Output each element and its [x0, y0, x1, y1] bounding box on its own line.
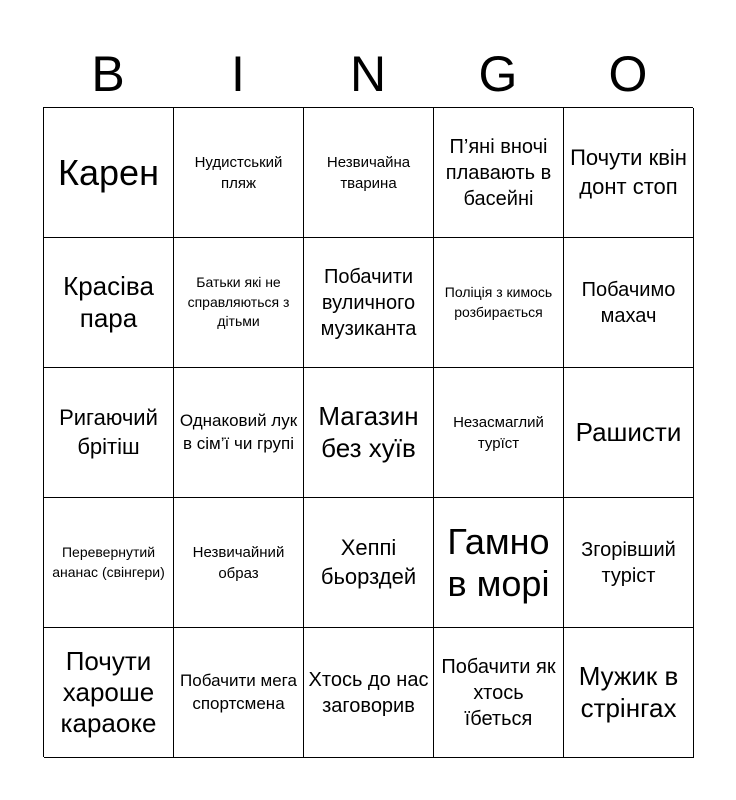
bingo-card-grid — [43, 107, 693, 757]
bingo-cell[interactable]: П’яні вночі плавають в басейні — [434, 108, 564, 238]
header-letter-g: G — [478, 46, 518, 102]
bingo-cell[interactable]: Побачити мега спортсмена — [174, 628, 304, 758]
bingo-cell[interactable]: Магазин без хуїв — [304, 368, 434, 498]
bingo-cell[interactable]: Побачити як хтось їбеться — [434, 628, 564, 758]
header-letter-o: O — [608, 46, 648, 102]
bingo-cell[interactable]: Гамно в морі — [434, 498, 564, 628]
bingo-cell[interactable]: Побачимо махач — [564, 238, 694, 368]
bingo-cell[interactable]: Ригаючий брітіш — [44, 368, 174, 498]
bingo-cell[interactable]: Поліція з кимось розбирається — [434, 238, 564, 368]
header-letter-b: B — [91, 46, 125, 102]
bingo-cell[interactable]: Почути хароше караоке — [44, 628, 174, 758]
bingo-cell[interactable]: Хтось до нас заговорив — [304, 628, 434, 758]
bingo-cell[interactable]: Карен — [44, 108, 174, 238]
header-letter-n: N — [349, 46, 387, 102]
bingo-cell[interactable]: Незвичайна тварина — [304, 108, 434, 238]
bingo-cell[interactable]: Перевернутий ананас (свінгери) — [44, 498, 174, 628]
header-letter-i: I — [231, 46, 245, 102]
bingo-header — [43, 40, 693, 108]
bingo-cell[interactable]: Нудистський пляж — [174, 108, 304, 238]
bingo-cell[interactable]: Хеппі бьорздей — [304, 498, 434, 628]
bingo-cell[interactable]: Однаковий лук в сім’ї чи групі — [174, 368, 304, 498]
bingo-cell[interactable]: Незвичайний образ — [174, 498, 304, 628]
bingo-cell[interactable]: Почути квін донт стоп — [564, 108, 694, 238]
bingo-cell[interactable]: Красіва пара — [44, 238, 174, 368]
bingo-cell[interactable]: Побачити вуличного музиканта — [304, 238, 434, 368]
bingo-cell[interactable]: Незасмаглий турїст — [434, 368, 564, 498]
bingo-cell[interactable]: Згорівший туріст — [564, 498, 694, 628]
bingo-cell[interactable]: Батьки які не справляються з дітьми — [174, 238, 304, 368]
bingo-cell[interactable]: Мужик в стрінгах — [564, 628, 694, 758]
bingo-cell[interactable]: Рашисти — [564, 368, 694, 498]
